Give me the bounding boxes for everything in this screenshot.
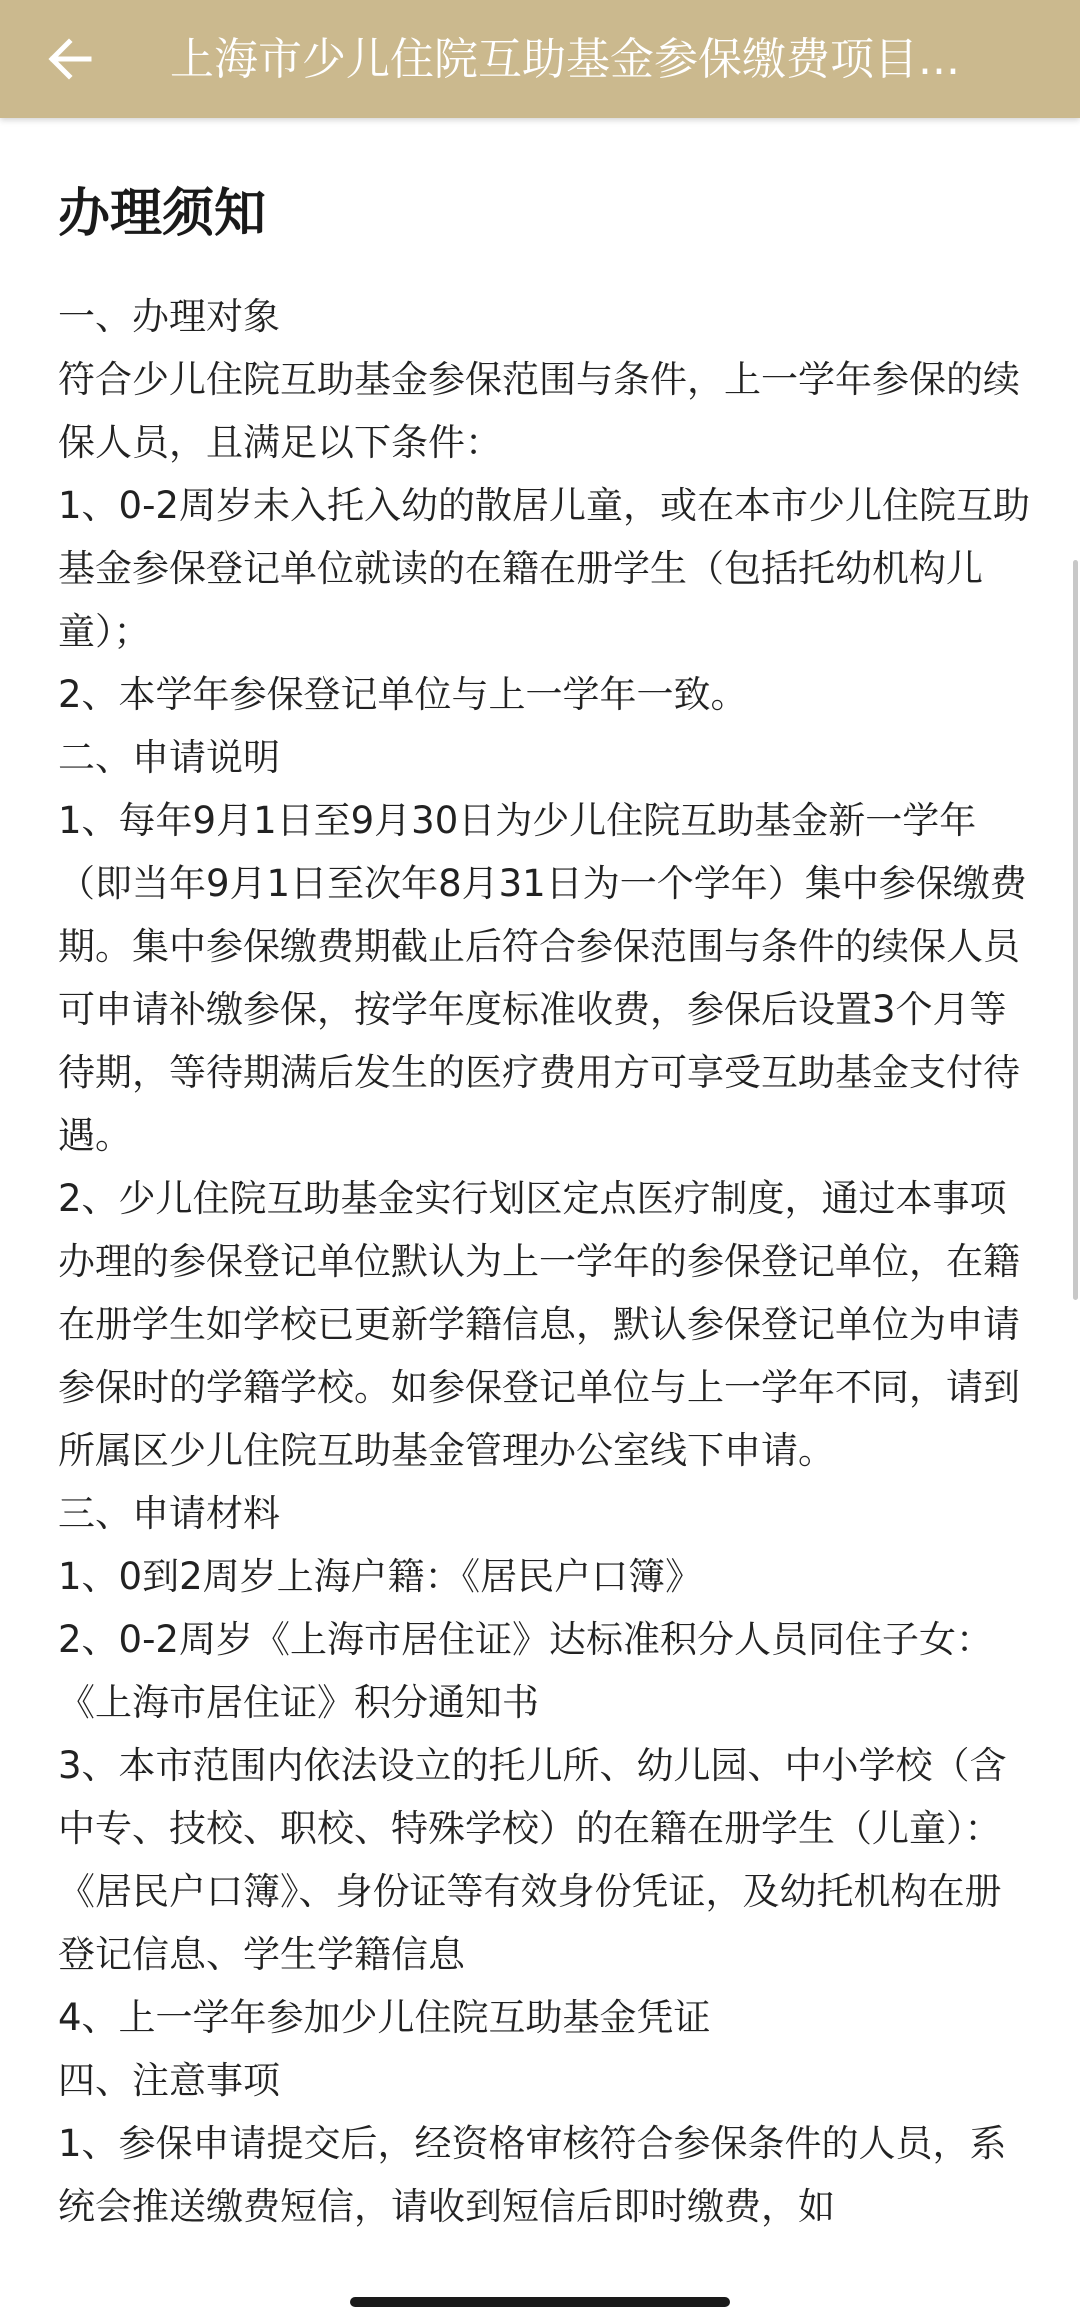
content-area[interactable]	[0, 118, 1080, 2268]
paragraph-note-2: 2、少儿住院互助基金实行划区定点医疗制度，通过本事项办理的参保登记单位默认为上一学年的参保登记单位，在籍在册学生如学校已更新学籍信息，默认参保登记单位为申请参保时的学籍学校。如参保登记单位与上一学年不同，请到所属区少儿住院互助基金管理办公室线下申请。	[58, 1177, 1020, 1472]
bottom-fade	[0, 2268, 1080, 2324]
home-indicator[interactable]	[350, 2297, 730, 2307]
arrow-left-icon	[45, 34, 95, 84]
heading-applicants: 一、办理对象	[58, 295, 280, 338]
paragraph-material-3: 3、本市范围内依法设立的托儿所、幼儿园、中小学校（含中专、技校、职校、特殊学校）的在籍在册学生（儿童）：《居民户口簿》、身份证等有效身份凭证，及幼托机构在册登记信息、学生学籍信息	[58, 1744, 1007, 1976]
paragraph-applicant-scope: 符合少儿住院互助基金参保范围与条件，上一学年参保的续保人员，且满足以下条件：	[58, 358, 1020, 464]
paragraph-note-1: 1、每年9月1日至9月30日为少儿住院互助基金新一学年（即当年9月1日至次年8月31日为一个学年）集中参保缴费期。集中参保缴费期截止后符合参保范围与条件的续保人员可申请补缴参保，按学年度标准收费，参保后设置3个月等待期，等待期满后发生的医疗费用方可享受互助基金支付待遇。	[58, 799, 1027, 1157]
paragraph-condition-1: 1、0-2周岁未入托入幼的散居儿童，或在本市少儿住院互助基金参保登记单位就读的在籍在册学生（包括托幼机构儿童）；	[58, 484, 1030, 653]
scrollbar[interactable]	[1073, 560, 1078, 1300]
heading-materials: 三、申请材料	[58, 1492, 280, 1535]
heading-application-notes: 二、申请说明	[58, 736, 280, 779]
paragraph-material-4: 4、上一学年参加少儿住院互助基金凭证	[58, 1996, 711, 2039]
back-button[interactable]	[40, 29, 100, 89]
paragraph-material-1: 1、0到2周岁上海户籍：《居民户口簿》	[58, 1555, 703, 1598]
app-bar	[0, 0, 1080, 118]
paragraph-precaution-1: 1、参保申请提交后，经资格审核符合参保条件的人员，系统会推送缴费短信，请收到短信后即时缴费，如	[58, 2122, 1007, 2228]
paragraph-material-2: 2、0-2周岁《上海市居住证》达标准积分人员同住子女：《上海市居住证》积分通知书	[58, 1618, 993, 1724]
page-title: 上海市少儿住院互助基金参保缴费项目...	[170, 34, 960, 85]
paragraph-condition-2: 2、本学年参保登记单位与上一学年一致。	[58, 673, 748, 716]
heading-precautions: 四、注意事项	[58, 2059, 280, 2102]
section-title: 办理须知	[58, 184, 267, 244]
notice-body	[58, 285, 1030, 2238]
